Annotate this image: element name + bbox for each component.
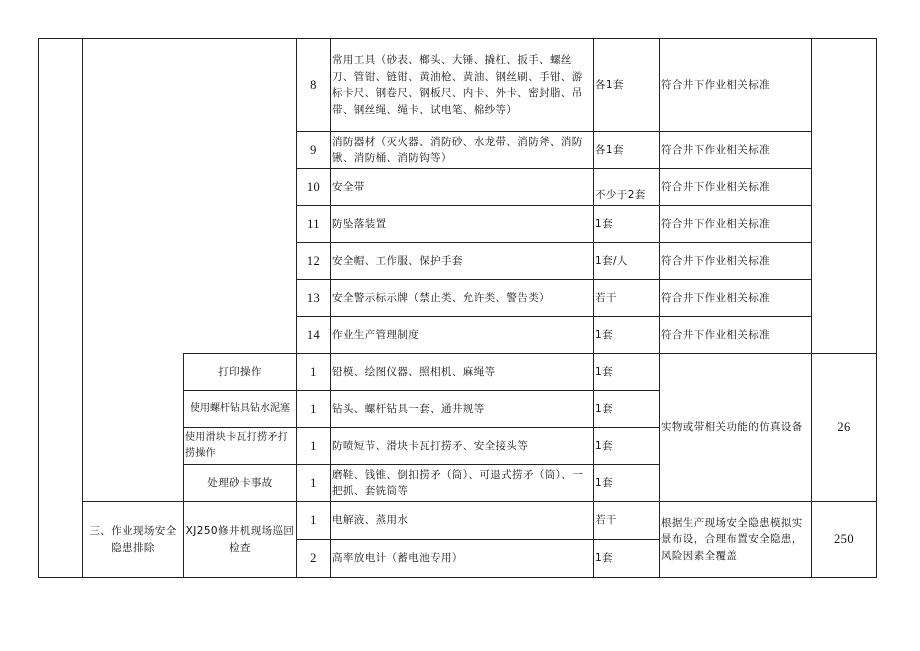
standard-cell: 符合井下作业相关标准	[661, 78, 770, 91]
task-cell: 使用螺杆钻具钻水泥塞	[190, 402, 290, 414]
standard-cell: 根据生产现场安全隐患模拟实景布设，合理布置安全隐患，风险因素全覆盖	[661, 516, 803, 562]
quantity-cell: 1套	[595, 439, 613, 452]
task-cell: 处理砂卡事故	[207, 476, 273, 489]
table-line	[876, 38, 877, 578]
quantity-cell: 1套	[595, 365, 613, 378]
equipment-cell: 安全帽、工作服、保护手套	[332, 254, 463, 267]
row-number: 1	[310, 438, 317, 453]
standard-cell: 实物或带相关功能的仿真设备	[661, 421, 803, 434]
quantity-cell: 各1套	[595, 143, 624, 156]
row-number: 1	[310, 364, 317, 379]
task-cell: 打印操作	[218, 365, 262, 378]
table-line	[82, 38, 83, 578]
table-line	[38, 577, 877, 578]
table-line	[593, 38, 594, 578]
row-number: 13	[306, 290, 321, 305]
standard-cell: 符合井下作业相关标准	[661, 291, 770, 304]
row-number: 14	[306, 327, 321, 342]
equipment-cell: 作业生产管理制度	[332, 328, 420, 341]
row-number: 2	[310, 551, 317, 566]
row-number: 1	[310, 475, 317, 490]
equipment-cell: 钻头、螺杆钻具一套、通井规等	[332, 402, 485, 415]
quantity-cell: 1套	[595, 476, 613, 489]
row-number: 11	[307, 216, 320, 231]
equipment-cell: 高率放电计（蓄电池专用）	[332, 552, 463, 565]
equipment-cell: 铅模、绘图仪器、照相机、麻绳等	[332, 365, 496, 378]
equipment-cell: 防坠落装置	[332, 217, 387, 230]
standard-cell: 符合井下作业相关标准	[661, 328, 770, 341]
area-cell: 250	[834, 532, 854, 547]
table-line	[183, 353, 184, 578]
row-number: 12	[306, 253, 321, 268]
equipment-cell: 磨鞋、钱锥、倒扣捞矛（筒）、可退式捞矛（筒）、一把抓、套铣筒等	[332, 468, 584, 497]
table-line	[38, 38, 39, 578]
task-cell: 使用滑块卡瓦打捞矛打捞操作	[185, 431, 288, 459]
table-line	[330, 38, 331, 578]
quantity-cell: 1套	[595, 328, 613, 341]
standard-cell: 符合井下作业相关标准	[661, 180, 770, 193]
equipment-cell: 常用工具（砂表、榔头、大锤、撬杠、扳手、螺丝刀、管钳、链钳、黄油枪、黄油、钢丝刷、手钳、游标卡尺、钢卷尺、钢板尺、内卡、外卡、密封脂、吊带、钢丝绳、绳卡、试电笔、棉纱等）	[332, 54, 583, 116]
standard-cell: 符合井下作业相关标准	[661, 217, 770, 230]
equipment-cell: 安全警示标示牌（禁止类、允许类、警告类）	[332, 291, 550, 304]
row-number: 10	[306, 179, 321, 194]
standard-cell: 符合井下作业相关标准	[661, 254, 770, 267]
equipment-cell: 防喷短节、滑块卡瓦打捞矛、安全接头等	[332, 439, 529, 452]
equipment-cell: 电解液、蒸用水	[332, 514, 409, 527]
quantity-cell: 1套	[595, 552, 613, 565]
row-number: 9	[310, 142, 317, 157]
quantity-cell: 1套	[595, 402, 613, 415]
task-cell: XJ250修井机现场巡回检查	[185, 525, 295, 554]
table-line	[659, 38, 660, 578]
equipment-cell: 消防器材（灭火器、消防砂、水龙带、消防斧、消防锹、消防桶、消防钩等）	[332, 135, 583, 164]
quantity-cell: 1套	[595, 217, 613, 230]
equipment-cell: 安全带	[332, 180, 365, 193]
row-number: 8	[310, 77, 317, 92]
quantity-cell: 若干	[595, 291, 617, 304]
quantity-cell: 不少于2套	[595, 189, 646, 201]
area-cell: 26	[837, 420, 851, 435]
quantity-cell: 1套/人	[595, 254, 628, 267]
standard-cell: 符合井下作业相关标准	[661, 143, 770, 156]
row-number: 1	[310, 401, 317, 416]
quantity-cell: 若干	[595, 514, 617, 527]
section-title: 三、作业现场安全隐患排除	[89, 525, 177, 554]
quantity-cell: 各1套	[595, 78, 624, 91]
row-number: 1	[310, 513, 317, 528]
